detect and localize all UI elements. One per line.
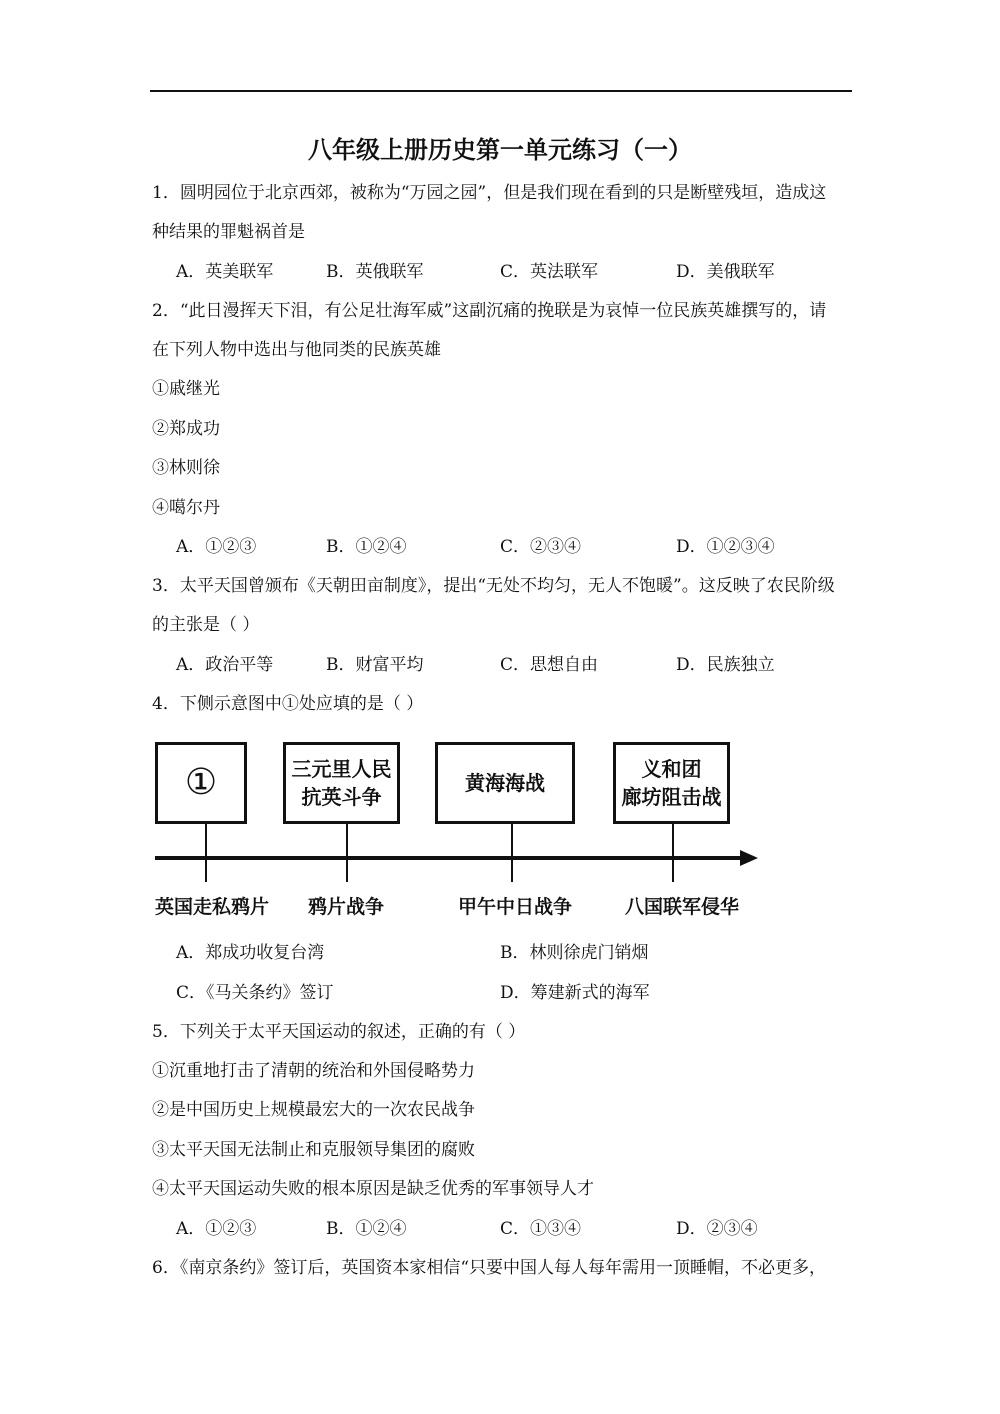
q4-stem-line1: 4．下侧示意图中①处应填的是（ ） (152, 694, 424, 714)
q2-option-a: A．①②③ (176, 537, 257, 557)
q5-item-2: ②是中国历史上规模最宏大的一次农民战争 (152, 1100, 475, 1120)
diagram-connector-2 (346, 824, 348, 882)
timeline-label-4: 八国联军侵华 (625, 896, 740, 918)
q2-item-1: ①戚继光 (152, 379, 220, 399)
header-rule (150, 90, 852, 92)
diagram-connector-1 (205, 824, 207, 882)
q5-option-c: C．①③④ (500, 1219, 582, 1239)
q5-option-b: B．①②④ (326, 1219, 407, 1239)
q5-stem-line1: 5．下列关于太平天国运动的叙述，正确的有（ ） (152, 1022, 526, 1042)
q3-option-a: A．政治平等 (176, 655, 274, 675)
q4-option-c: C．《马关条约》签订 (176, 983, 334, 1003)
q2-stem-line2: 在下列人物中选出与他同类的民族英雄 (152, 340, 441, 360)
q1-option-a: A．英美联军 (176, 262, 274, 282)
diagram-box-1: ① (155, 742, 247, 824)
q2-option-d: D．①②③④ (676, 537, 775, 557)
q3-option-d: D．民族独立 (676, 655, 775, 675)
diagram-connector-4 (672, 824, 674, 882)
q3-stem-line2: 的主张是（ ） (152, 615, 260, 635)
q1-option-d: D．美俄联军 (676, 262, 775, 282)
q3-option-c: C．思想自由 (500, 655, 599, 675)
diagram-connector-3 (511, 824, 513, 882)
page-title: 八年级上册历史第一单元练习（一） (308, 136, 692, 164)
diagram-box-4: 义和团 廊坊阻击战 (613, 742, 730, 824)
q2-item-4: ④噶尔丹 (152, 498, 220, 518)
q3-stem-line1: 3．太平天国曾颁布《天朝田亩制度》，提出“无处不均匀，无人不饱暖”。这反映了农民阶级 (152, 576, 835, 596)
q5-item-4: ④太平天国运动失败的根本原因是缺乏优秀的军事领导人才 (152, 1179, 594, 1199)
q2-item-2: ②郑成功 (152, 419, 220, 439)
q1-option-c: C．英法联军 (500, 262, 599, 282)
q5-item-1: ①沉重地打击了清朝的统治和外国侵略势力 (152, 1061, 475, 1081)
diagram-box-3: 黄海海战 (435, 742, 575, 824)
diagram-box-2: 三元里人民 抗英斗争 (283, 742, 400, 824)
q4-option-a: A．郑成功收复台湾 (176, 943, 325, 963)
timeline-label-2: 鸦片战争 (308, 896, 385, 918)
q2-stem-line1: 2．“此日漫挥天下泪，有公足壮海军威”这副沉痛的挽联是为哀悼一位民族英雄撰写的，请 (152, 301, 827, 321)
q2-option-b: B．①②④ (326, 537, 407, 557)
q1-stem-line2: 种结果的罪魁祸首是 (152, 222, 305, 242)
q6-stem-line1: 6．《南京条约》签订后，英国资本家相信“只要中国人每人每年需用一顶睡帽，不必更多， (152, 1258, 827, 1278)
q5-option-d: D．②③④ (676, 1219, 758, 1239)
q4-option-b: B．林则徐虎门销烟 (500, 943, 649, 963)
q5-item-3: ③太平天国无法制止和克服领导集团的腐败 (152, 1140, 475, 1160)
q4-option-d: D．筹建新式的海军 (500, 983, 650, 1003)
q2-option-c: C．②③④ (500, 537, 582, 557)
q3-option-b: B．财富平均 (326, 655, 424, 675)
timeline-arrow-icon (740, 850, 758, 866)
q5-option-a: A．①②③ (176, 1219, 257, 1239)
q1-stem-line1: 1．圆明园位于北京西郊，被称为“万园之园”，但是我们现在看到的只是断壁残垣，造成这 (152, 183, 827, 203)
q1-option-b: B．英俄联军 (326, 262, 424, 282)
timeline-axis (155, 856, 743, 860)
timeline-label-3: 甲午中日战争 (458, 896, 573, 918)
q2-item-3: ③林则徐 (152, 458, 220, 478)
timeline-label-1: 英国走私鸦片 (155, 896, 270, 918)
